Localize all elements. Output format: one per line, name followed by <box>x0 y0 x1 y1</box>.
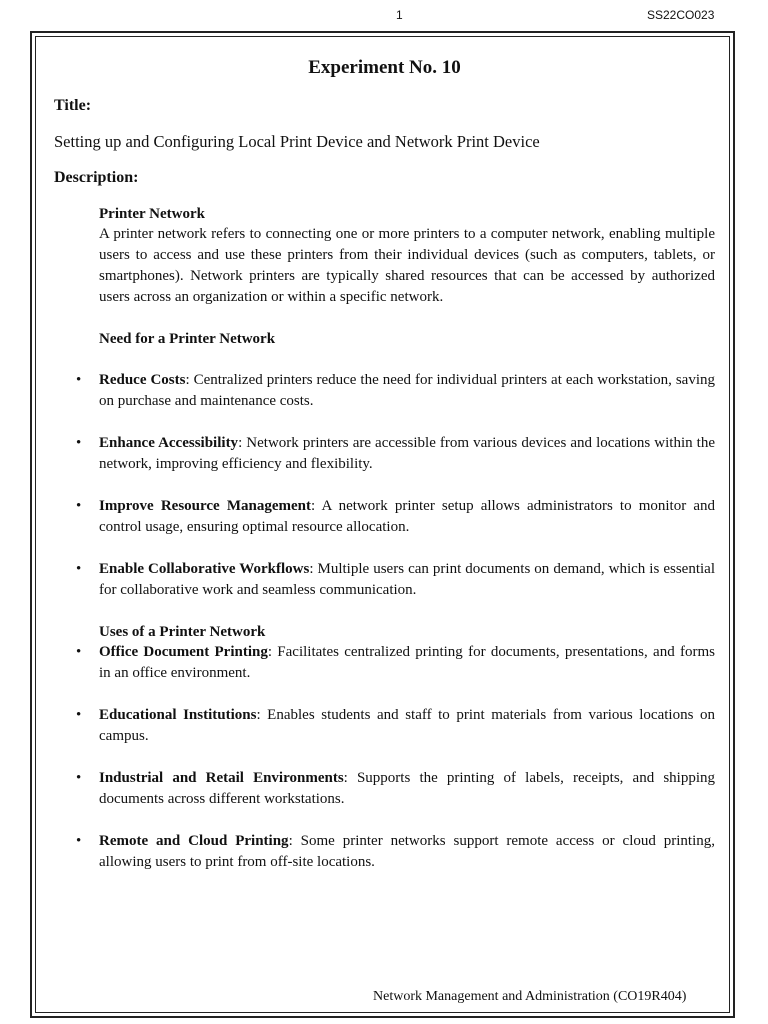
list-item <box>76 433 715 475</box>
list-item-term: Enhance Accessibility <box>99 435 239 451</box>
title-label: Title: <box>54 97 92 114</box>
roll-number: SS22CO023 <box>647 8 715 22</box>
list-item-term: Industrial and Retail Environments <box>99 770 344 786</box>
list-item <box>76 705 715 747</box>
list-item-text: : Facilitates centralized printing for documents, presentations, and forms in an office environment. <box>99 644 715 681</box>
list-item-text: : Enables students and staff to print materials from various locations on campus. <box>99 707 715 744</box>
description-label: Description: <box>54 169 139 186</box>
list-item-term: Reduce Costs <box>99 372 186 388</box>
list-item-text: : A network printer setup allows administrators to monitor and control usage, ensuring optimal resource allocation. <box>99 498 715 535</box>
uses-list <box>54 642 715 873</box>
list-item-text: : Centralized printers reduce the need for individual printers at each workstation, saving on purchase and maintenance costs. <box>99 372 715 409</box>
list-item-term: Office Document Printing <box>99 644 268 660</box>
list-item-term: Educational Institutions <box>99 707 257 723</box>
printer-network-heading: Printer Network <box>99 206 205 222</box>
bullet-icon: • <box>76 770 82 786</box>
need-section <box>99 329 715 349</box>
bullet-icon: • <box>76 707 82 723</box>
list-item <box>76 370 715 412</box>
need-heading: Need for a Printer Network <box>99 331 276 347</box>
list-item-term: Improve Resource Management <box>99 498 311 514</box>
experiment-heading: Experiment No. 10 <box>308 57 461 78</box>
printer-network-paragraph: A printer network refers to connecting one or more printers to a computer network, enabling multiple users to access and use these printers from their individual devices (such as computers, tablets, or smartphones). Network printers are typically shared resources that can be accessed by authorized users across an organization or within a specific network. <box>99 226 715 305</box>
bullet-icon: • <box>76 372 82 388</box>
need-list <box>54 370 715 601</box>
bullet-icon: • <box>76 644 82 660</box>
page-content <box>54 54 715 873</box>
list-item <box>76 831 716 873</box>
bullet-icon: • <box>76 561 82 577</box>
bullet-icon: • <box>76 435 82 451</box>
list-item <box>76 559 715 601</box>
footer-course: Network Management and Administration (CO19R404) <box>373 989 687 1004</box>
uses-section <box>99 622 715 642</box>
bullet-icon: • <box>76 498 82 514</box>
list-item <box>76 642 715 684</box>
page-number: 1 <box>396 8 403 22</box>
list-item <box>76 496 715 538</box>
list-item-text: : Supports the printing of labels, receipts, and shipping documents across different workstations. <box>99 770 716 807</box>
printer-network-section <box>99 204 715 308</box>
list-item-text: : Multiple users can print documents on demand, which is essential for collaborative work and seamless communication. <box>99 561 715 598</box>
list-item <box>76 768 716 810</box>
list-item-term: Remote and Cloud Printing <box>99 833 289 849</box>
title-text: Setting up and Configuring Local Print Device and Network Print Device <box>54 132 540 151</box>
list-item-text: : Some printer networks support remote access or cloud printing, allowing users to print from off-site locations. <box>99 833 716 870</box>
bullet-icon: • <box>76 833 82 849</box>
uses-heading: Uses of a Printer Network <box>99 624 266 640</box>
list-item-term: Enable Collaborative Workflows <box>99 561 310 577</box>
list-item-text: : Network printers are accessible from various devices and locations within the network, improving efficiency and flexibility. <box>99 435 715 472</box>
